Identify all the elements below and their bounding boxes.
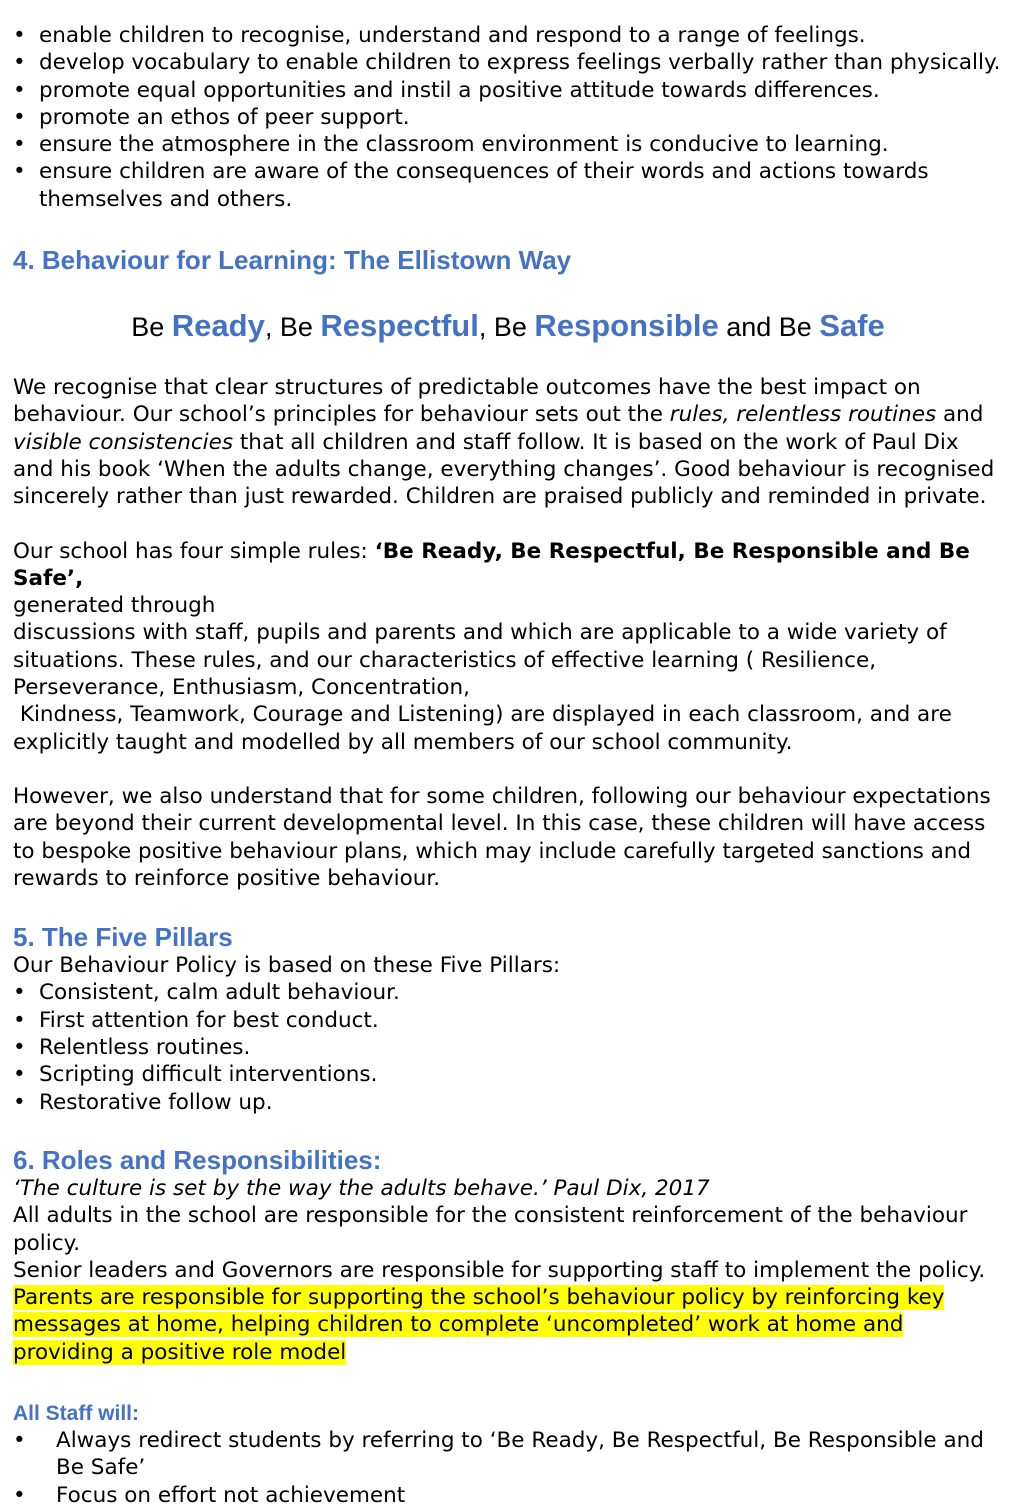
list-item: • Relentless routines. — [13, 1034, 1003, 1061]
motto-text: , Be — [264, 312, 321, 343]
quote — [13, 1175, 1003, 1202]
paragraph-italic-text: rules, relentless routines — [669, 402, 937, 428]
motto-word-safe: Safe — [819, 308, 885, 344]
motto-word-ready: Ready — [171, 308, 265, 344]
rules-line: discussions with staff, pupils and parents and which are applicable to a wide variety of situations. These rules, and our characteristics of effective learning ( Resilience, Perseverance, Enthusiasm, Concentration, — [13, 620, 947, 701]
pillars-list — [13, 979, 1003, 1115]
developmental-paragraph: However, we also understand that for some children, following our behaviour expectations are beyond their current developmental level. In this case, these children will have access to bespoke positive behaviour plans, which may include carefully targeted sanctions and rewards to reinforce positive behaviour. — [13, 783, 991, 891]
paragraph-text: Our school has four simple rules: — [13, 538, 375, 564]
motto-text: and Be — [718, 312, 820, 343]
intro-bullet-list — [13, 22, 1003, 213]
highlighted-text: Parents are responsible for supporting the school’s behaviour policy by reinforcing key messages at home, helping children to complete ‘uncompleted’ work at home and providing a positive role model — [13, 1285, 945, 1365]
section-4-heading: 4. Behaviour for Learning: The Ellistown Way — [13, 245, 572, 276]
list-item: • Focus on effort not achievement — [13, 1482, 1003, 1509]
school-motto — [13, 309, 1003, 344]
list-item: • promote an ethos of peer support. — [13, 104, 1003, 131]
paragraph-bold-text: ‘Be Ready, Be Respectful, Be Responsible and Be Safe’, — [13, 538, 970, 591]
list-item: • ensure children are aware of the consequences of their words and actions towards themselves and others. — [13, 158, 1003, 213]
list-item: • Always redirect students by referring to ‘Be Ready, Be Respectful, Be Responsible and Be Safe’ — [13, 1427, 1003, 1482]
rules-line — [13, 538, 1003, 593]
paragraph-text: that all children and staff follow. It is based on the work of Paul Dix and his book ‘When the adults change, everything changes’. Good behaviour is recognised sincerely rather than just rewarded. Children are praised publicly and reminded in private. — [13, 429, 995, 510]
paragraph-text: and — [936, 402, 984, 428]
list-item: • ensure the atmosphere in the classroom environment is conducive to learning. — [13, 131, 1003, 158]
list-item: • enable children to recognise, understand and respond to a range of feelings. — [13, 22, 1003, 49]
pillars-intro: Our Behaviour Policy is based on these Five Pillars: — [13, 953, 561, 979]
principles-paragraph — [13, 374, 1003, 510]
quote-text: ‘The culture is set by the way the adults behave.’ Paul Dix, 2017 — [13, 1175, 710, 1201]
parents-responsibility — [13, 1284, 1003, 1366]
roles-line: Senior leaders and Governors are responsible for supporting staff to implement the policy. — [13, 1257, 986, 1283]
document-page — [13, 22, 1003, 1509]
roles-line: All adults in the school are responsible for the consistent reinforcement of the behaviour policy. — [13, 1203, 968, 1256]
list-item: • Scripting difficult interventions. — [13, 1061, 1003, 1088]
staff-heading: All Staff will: — [13, 1401, 139, 1425]
motto-word-respectful: Respectful — [320, 308, 479, 344]
list-item: • Consistent, calm adult behaviour. — [13, 979, 1003, 1006]
rules-line: generated through — [13, 593, 216, 619]
list-item: • promote equal opportunities and instil a positive attitude towards differences. — [13, 77, 1003, 104]
paragraph-text: We recognise that clear structures of predictable outcomes have the best impact on behaviour. Our school’s principles for behaviour sets out the — [13, 375, 921, 428]
list-item: • develop vocabulary to enable children to express feelings verbally rather than physically. — [13, 49, 1003, 76]
section-6-heading: 6. Roles and Responsibilities: — [13, 1144, 382, 1175]
list-item: • Restorative follow up. — [13, 1089, 1003, 1116]
staff-bullet-list — [13, 1427, 1003, 1509]
rules-paragraph — [13, 538, 1003, 756]
motto-word-responsible: Responsible — [534, 308, 719, 344]
rules-line: Kindness, Teamwork, Courage and Listening) are displayed in each classroom, and are explicitly taught and modelled by all members of our school community. — [13, 702, 959, 755]
motto-text: , Be — [478, 312, 535, 343]
section-5-heading: 5. The Five Pillars — [13, 922, 233, 953]
paragraph-italic-text: visible consistencies — [13, 429, 234, 455]
motto-text: Be — [131, 312, 172, 343]
list-item: • First attention for best conduct. — [13, 1007, 1003, 1034]
